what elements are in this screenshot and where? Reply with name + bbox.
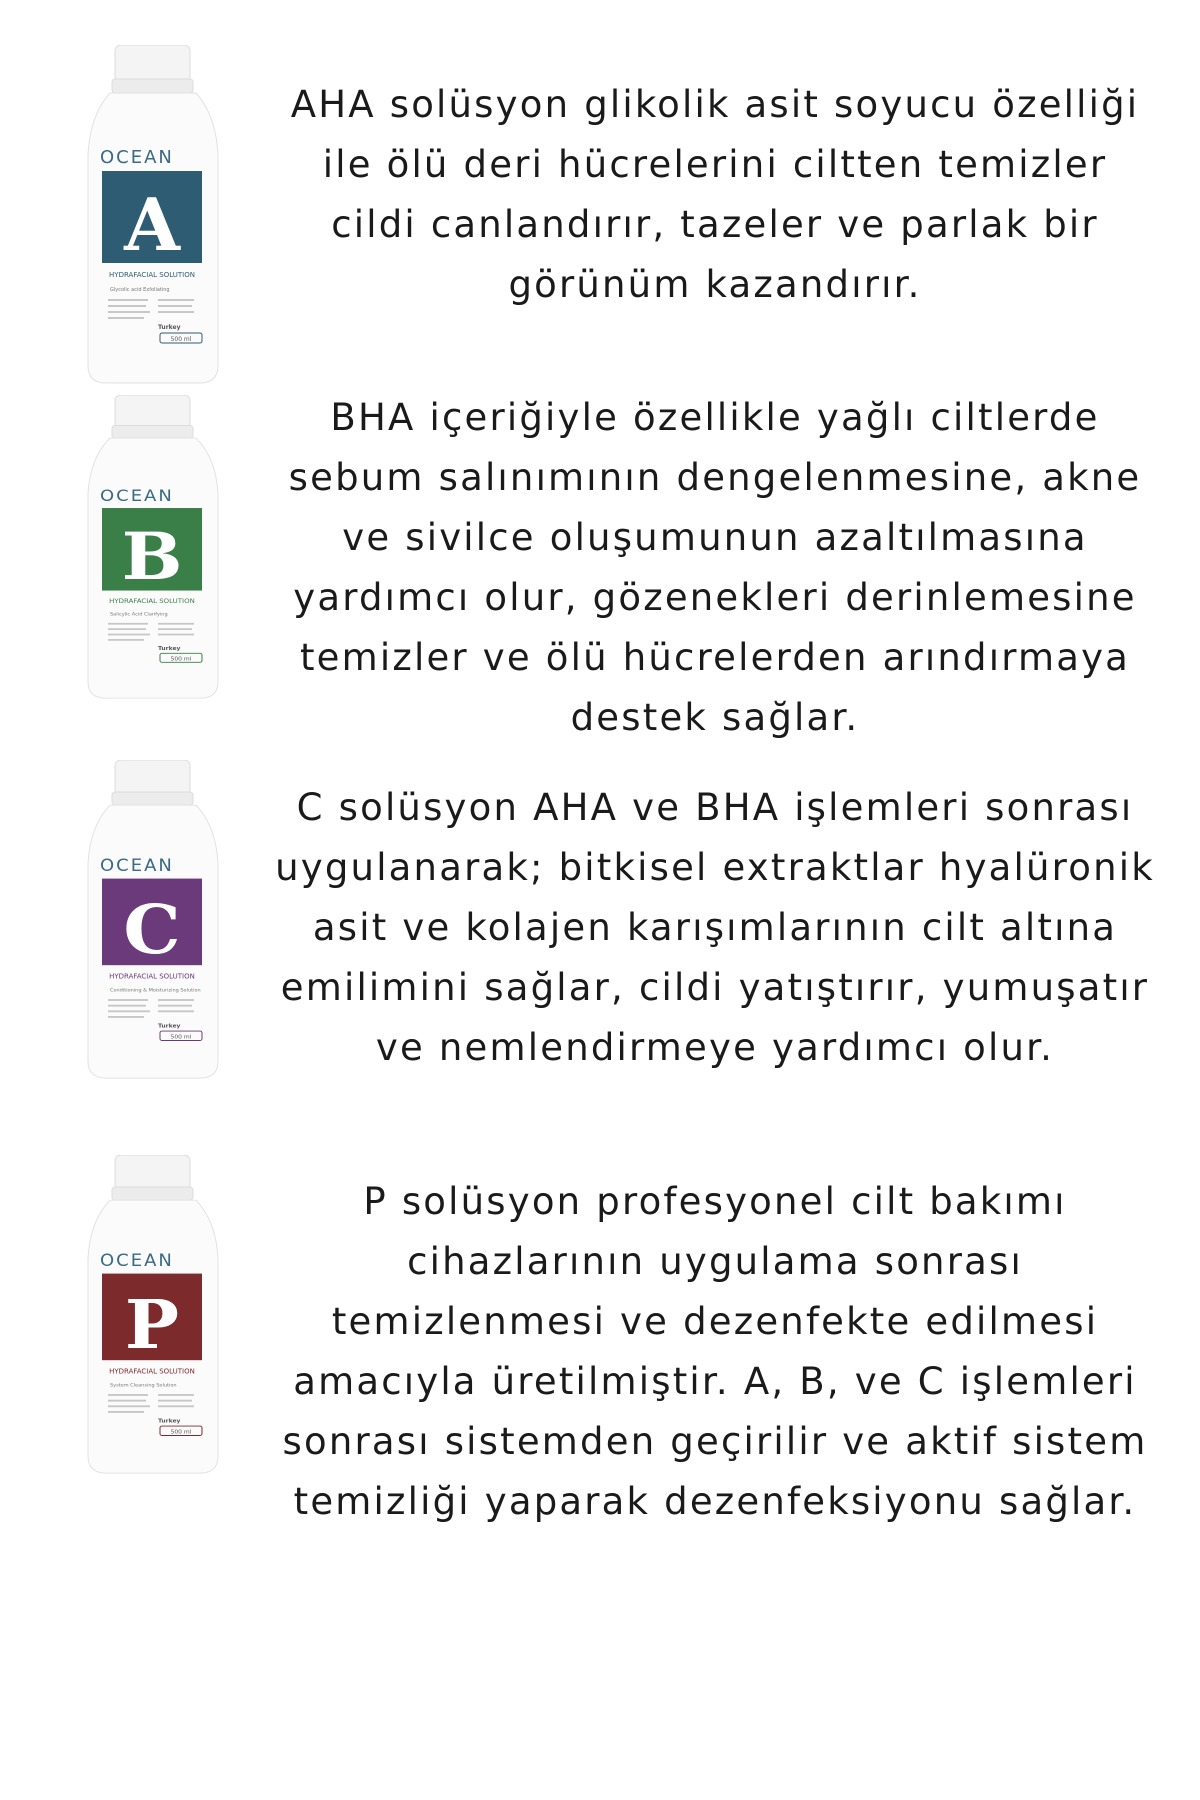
bottle-a-volume: 500 ml: [170, 336, 192, 343]
description-p: P solüsyon profesyonel cilt bakımı cihazlarının uygulama sonrası temizlenmesi ve dezenfekte edilmesi amacıyla üretilmiştir. A, B, ve C işlemleri sonrası sistemden geçirilir ve aktif sistem temizliği yaparak dezenfeksiyonu sağlar.: [282, 1180, 1148, 1523]
bottle-c-product-name: HYDRAFACIAL SOLUTION: [109, 972, 195, 981]
bottle-a-letter: A: [124, 182, 180, 267]
description-c: C solüsyon AHA ve BHA işlemleri sonrası uygulanarak; bitkisel extraktlar hyalüronik asit ve kolajen karışımlarının cilt altına emilimini sağlar, cildi yatıştırır, yumuşatır ve nemlendirmeye yardımcı olur.: [275, 786, 1155, 1069]
bottle-image-b: [70, 395, 235, 700]
bottle-p-subtitle: System Cleansing Solution: [110, 1382, 177, 1389]
bottle-b-product-name: HYDRAFACIAL SOLUTION: [109, 597, 195, 606]
bottle-a-subtitle: Glycolic acid Exfoliating: [110, 287, 170, 293]
bottle-c-svg: [70, 760, 235, 1080]
bottle-c-country: Turkey: [158, 1023, 181, 1030]
bottle-a-country: Turkey: [158, 324, 181, 331]
bottle-p-volume: 500 ml: [170, 1429, 192, 1436]
bottle-a-brand: OCEAN: [100, 147, 174, 168]
description-a: AHA solüsyon glikolik asit soyucu özelliği ile ölü deri hücrelerini ciltten temizler cildi canlandırır, tazeler ve parlak bir görünüm kazandırır.: [290, 83, 1140, 306]
bottle-image-a: [70, 45, 235, 385]
bottle-p-country: Turkey: [158, 1418, 181, 1425]
bottle-b-country: Turkey: [158, 645, 181, 652]
bottle-b-volume: 500 ml: [170, 656, 192, 663]
bottle-c-letter: C: [123, 889, 181, 970]
bottle-b-brand: OCEAN: [100, 486, 174, 506]
bottle-p-letter: P: [124, 1284, 180, 1365]
bottle-b-svg: [70, 395, 235, 700]
bottle-image-c: [70, 760, 235, 1080]
bottle-p-product-name: HYDRAFACIAL SOLUTION: [109, 1367, 195, 1376]
bottle-a-product-name: HYDRAFACIAL SOLUTION: [109, 271, 195, 279]
description-b: BHA içeriğiyle özellikle yağlı ciltlerde sebum salınımının dengelenmesine, akne ve sivilce oluşumunun azaltılmasına yardımcı olur, gözenekleri derinlemesine temizler ve ölü hücrelerden arındırmaya destek sağlar.: [288, 396, 1142, 739]
bottle-c-subtitle: Conditioning & Moisturizing Solution: [110, 987, 201, 994]
bottle-c-brand: OCEAN: [100, 856, 174, 876]
bottle-p-svg: [70, 1155, 235, 1475]
bottle-c-volume: 500 ml: [170, 1034, 192, 1041]
bottle-b-subtitle: Salicylic Acid Clarifying: [110, 612, 168, 618]
bottle-p-brand: OCEAN: [100, 1251, 174, 1271]
bottle-image-p: [70, 1155, 235, 1475]
bottle-a-svg: [70, 45, 235, 385]
bottle-b-letter: B: [121, 519, 183, 595]
